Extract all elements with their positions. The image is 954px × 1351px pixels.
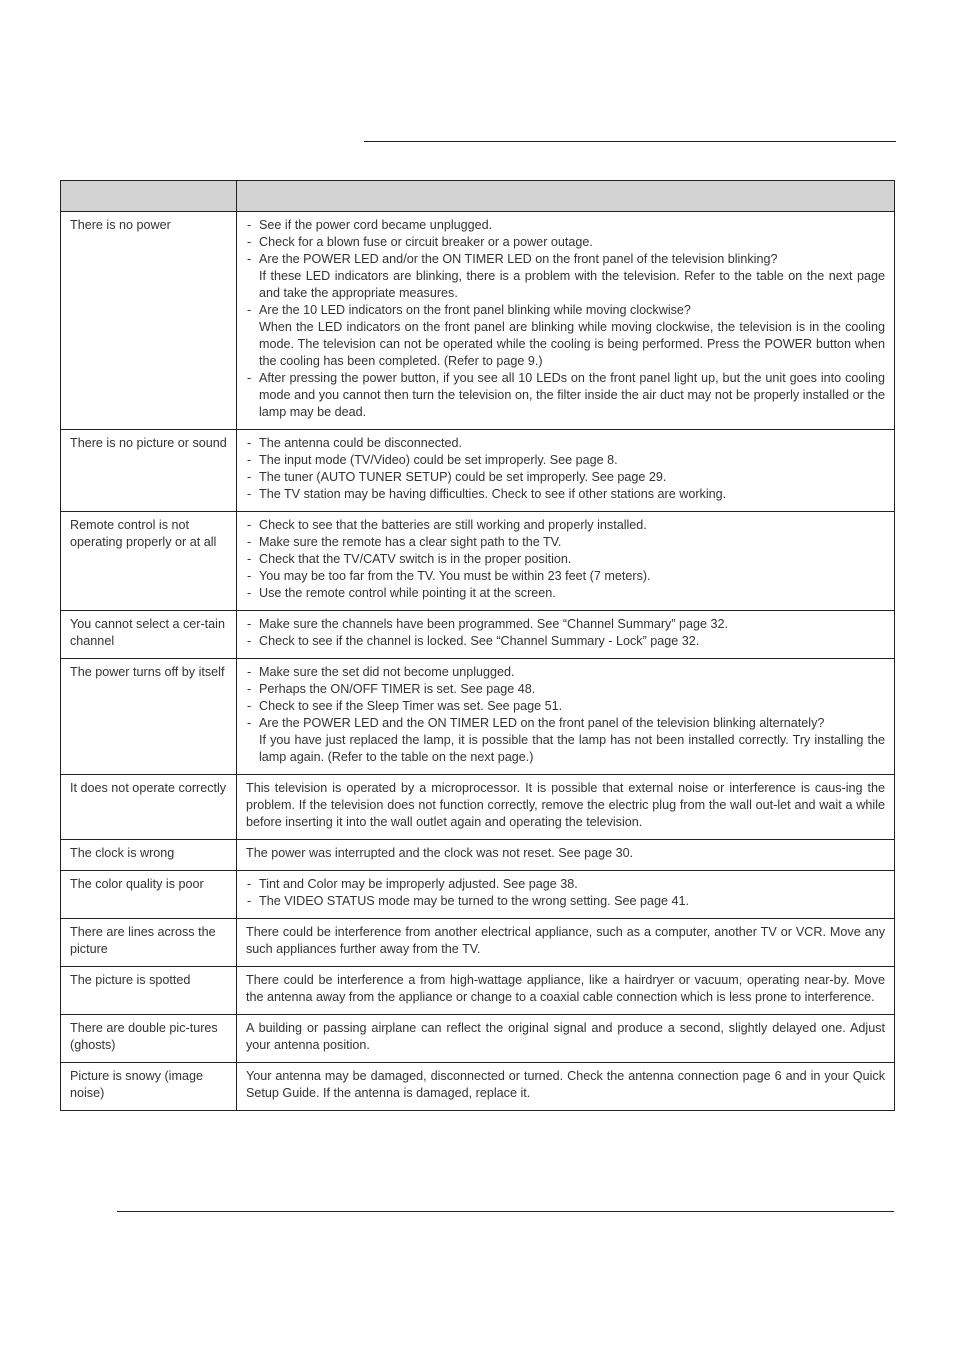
remedy-item [246, 435, 885, 452]
remedy-item [246, 715, 885, 766]
remedy-item-detail: When the LED indicators on the front panel are blinking while moving clockwise, the television is in the cooling mode. The television can not be operated while the cooling is being performed. Press the POWER button when the cooling has been completed. (Refer to page 9.) [259, 320, 885, 368]
remedy-item [246, 585, 885, 602]
table-row [61, 840, 895, 871]
remedy-cell [237, 871, 895, 919]
remedy-item [246, 698, 885, 715]
remedy-cell [237, 1063, 895, 1111]
remedy-item-text: Tint and Color may be improperly adjusted. See page 38. [259, 877, 578, 891]
remedy-item-text: Are the POWER LED and the ON TIMER LED on the front panel of the television blinking alternately? [259, 716, 825, 730]
remedy-item-text: See if the power cord became unplugged. [259, 218, 493, 232]
table-row [61, 430, 895, 512]
remedy-cell [237, 967, 895, 1015]
remedy-cell [237, 611, 895, 659]
remedy-item-detail: If you have just replaced the lamp, it is possible that the lamp has not been installed correctly. Try installing the lamp again. (Refer to the table on the next page.) [259, 733, 885, 764]
remedy-item [246, 302, 885, 370]
problem-cell: Picture is snowy (image noise) [61, 1063, 237, 1111]
remedy-item [246, 568, 885, 585]
remedy-item-text: Perhaps the ON/OFF TIMER is set. See page 48. [259, 682, 536, 696]
remedy-item [246, 234, 885, 251]
remedy-text: There could be interference a from high-wattage appliance, like a hairdryer or vacuum, operating near-by. Move the antenna away from the appliance or change to a coaxial cable connection which is less prone to interference. [246, 973, 885, 1004]
problem-cell: There are lines across the picture [61, 919, 237, 967]
remedy-text: A building or passing airplane can reflect the original signal and produce a second, slightly delayed one. Adjust your antenna position. [246, 1021, 885, 1052]
remedy-cell [237, 212, 895, 430]
table-row [61, 611, 895, 659]
remedy-list [246, 876, 885, 910]
table-row [61, 212, 895, 430]
table-row [61, 919, 895, 967]
remedy-cell [237, 775, 895, 840]
remedy-text: This television is operated by a microprocessor. It is possible that external noise or interference is caus-ing the problem. If the television does not function correctly, remove the electric plug from the wall out-let and wait a while before inserting it into the wall outlet again and operating the television. [246, 781, 885, 829]
remedy-cell [237, 430, 895, 512]
remedy-item [246, 681, 885, 698]
remedy-item-text: Check to see that the batteries are still working and properly installed. [259, 518, 647, 532]
problem-cell: The color quality is poor [61, 871, 237, 919]
remedy-list [246, 217, 885, 421]
remedy-list [246, 664, 885, 766]
header-rule [364, 141, 896, 142]
remedy-item [246, 664, 885, 681]
footer-rule [117, 1211, 894, 1212]
troubleshooting-table [60, 180, 895, 1111]
remedy-item-text: Are the 10 LED indicators on the front panel blinking while moving clockwise? [259, 303, 691, 317]
problem-cell: The clock is wrong [61, 840, 237, 871]
table-row [61, 1063, 895, 1111]
remedy-item-detail: If these LED indicators are blinking, there is a problem with the television. Refer to the table on the next page and take the appropriate measures. [259, 269, 885, 300]
problem-cell: The picture is spotted [61, 967, 237, 1015]
remedy-cell [237, 1015, 895, 1063]
table-row [61, 871, 895, 919]
remedy-item [246, 551, 885, 568]
remedy-text: There could be interference from another electrical appliance, such as a computer, another TV or VCR. Move any such appliances further away from the TV. [246, 925, 885, 956]
problem-cell: It does not operate correctly [61, 775, 237, 840]
remedy-cell [237, 919, 895, 967]
problem-column-header [61, 181, 237, 212]
remedy-item [246, 534, 885, 551]
remedy-item [246, 217, 885, 234]
remedy-item-text: Check to see if the Sleep Timer was set. See page 51. [259, 699, 563, 713]
remedy-item-text: After pressing the power button, if you see all 10 LEDs on the front panel light up, but the unit goes into cooling mode and you cannot then turn the television on, the filter inside the air duct may not be properly installed or the lamp may be dead. [259, 371, 885, 419]
problem-cell: The power turns off by itself [61, 659, 237, 775]
problem-cell: There is no picture or sound [61, 430, 237, 512]
remedy-text: The power was interrupted and the clock was not reset. See page 30. [246, 846, 634, 860]
remedy-item [246, 469, 885, 486]
problem-cell: There is no power [61, 212, 237, 430]
remedy-list [246, 616, 885, 650]
table-row [61, 967, 895, 1015]
remedy-item-text: Are the POWER LED and/or the ON TIMER LED on the front panel of the television blinking? [259, 252, 778, 266]
remedy-item-text: The antenna could be disconnected. [259, 436, 463, 450]
remedy-item [246, 251, 885, 302]
problem-cell: There are double pic-tures (ghosts) [61, 1015, 237, 1063]
remedy-item [246, 370, 885, 421]
remedy-item-text: Check that the TV/CATV switch is in the proper position. [259, 552, 572, 566]
remedy-item-text: The VIDEO STATUS mode may be turned to the wrong setting. See page 41. [259, 894, 690, 908]
problem-cell: Remote control is not operating properly or at all [61, 512, 237, 611]
table-row [61, 1015, 895, 1063]
remedy-item-text: The TV station may be having difficulties. Check to see if other stations are working. [259, 487, 727, 501]
remedy-list [246, 435, 885, 503]
remedy-item-text: The input mode (TV/Video) could be set improperly. See page 8. [259, 453, 618, 467]
remedy-item-text: Make sure the channels have been programmed. See “Channel Summary” page 32. [259, 617, 729, 631]
remedy-cell [237, 659, 895, 775]
table-row [61, 659, 895, 775]
remedy-item-text: Check to see if the channel is locked. See “Channel Summary - Lock” page 32. [259, 634, 700, 648]
remedy-item [246, 893, 885, 910]
remedy-column-header [237, 181, 895, 212]
remedy-cell [237, 512, 895, 611]
table-row [61, 775, 895, 840]
remedy-item-text: You may be too far from the TV. You must be within 23 feet (7 meters). [259, 569, 651, 583]
table-row [61, 512, 895, 611]
problem-cell: You cannot select a cer-tain channel [61, 611, 237, 659]
remedy-item-text: Check for a blown fuse or circuit breaker or a power outage. [259, 235, 593, 249]
remedy-item [246, 876, 885, 893]
remedy-item [246, 486, 885, 503]
remedy-cell [237, 840, 895, 871]
table-body [61, 212, 895, 1111]
remedy-item [246, 452, 885, 469]
remedy-item-text: The tuner (AUTO TUNER SETUP) could be set improperly. See page 29. [259, 470, 667, 484]
remedy-list [246, 517, 885, 602]
remedy-text: Your antenna may be damaged, disconnected or turned. Check the antenna connection page 6 and in your Quick Setup Guide. If the antenna is damaged, replace it. [246, 1069, 885, 1100]
remedy-item [246, 616, 885, 633]
table-header-row [61, 181, 895, 212]
remedy-item [246, 517, 885, 534]
remedy-item [246, 633, 885, 650]
remedy-item-text: Make sure the remote has a clear sight path to the TV. [259, 535, 562, 549]
remedy-item-text: Make sure the set did not become unplugged. [259, 665, 515, 679]
remedy-item-text: Use the remote control while pointing it at the screen. [259, 586, 556, 600]
